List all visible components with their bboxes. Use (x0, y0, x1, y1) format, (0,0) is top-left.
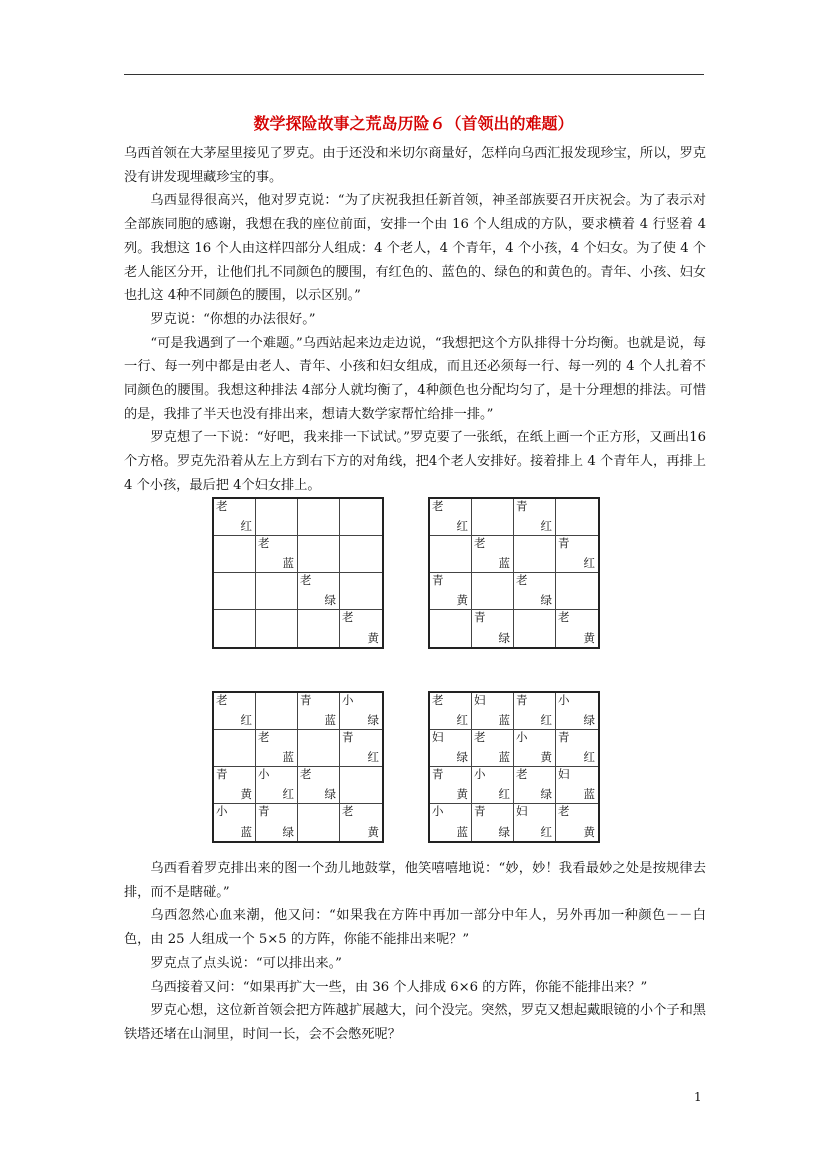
paragraph: 乌西看着罗克排出来的图一个劲儿地鼓掌，他笑嘻嘻地说：“妙，妙！我看最妙之处是按规律去排，而不是瞎碰。” (124, 861, 706, 900)
cell-person-label: 小 (516, 730, 528, 744)
grid-cell (256, 804, 298, 841)
cell-color-label: 红 (456, 712, 468, 727)
grid-cell (340, 499, 382, 536)
cell-color-label: 红 (540, 712, 552, 727)
grid-cell (556, 610, 598, 647)
cell-person-label: 青 (216, 767, 228, 781)
grid-cell (340, 804, 382, 841)
grid-cell (514, 730, 556, 767)
cell-person-label: 小 (558, 693, 570, 707)
cell-person-label: 青 (558, 536, 570, 550)
cell-person-label: 老 (300, 767, 312, 781)
grid-cell (256, 536, 298, 573)
cell-color-label: 蓝 (498, 749, 510, 764)
grid-cell (298, 767, 340, 804)
cell-color-label: 红 (583, 749, 595, 764)
paragraph: 罗克心想，这位新首领会把方阵越扩展越大，问个没完。突然，罗克又想起戴眼镜的小个子和黑铁塔还堵在山洞里，时间一长，会不会憋死呢？ (124, 1003, 706, 1042)
grid-cell (256, 573, 298, 610)
cell-person-label: 老 (432, 499, 444, 513)
grid-cell (430, 693, 472, 730)
cell-color-label: 绿 (498, 630, 510, 645)
grid-cell (298, 573, 340, 610)
cell-color-label: 绿 (324, 786, 336, 801)
cell-color-label: 红 (282, 786, 294, 801)
grid-cell (340, 730, 382, 767)
cell-person-label: 青 (432, 767, 444, 781)
cell-color-label: 蓝 (324, 712, 336, 727)
grid-cell (514, 610, 556, 647)
grid-cell (214, 693, 256, 730)
grid-cell (472, 730, 514, 767)
cell-color-label: 黄 (367, 824, 379, 839)
grid-cell (214, 767, 256, 804)
cell-person-label: 小 (342, 693, 354, 707)
cell-person-label: 老 (258, 536, 270, 550)
cell-person-label: 老 (216, 693, 228, 707)
grid-cell (514, 804, 556, 841)
paragraph: 罗克说：“你想的办法很好。” (150, 311, 316, 327)
grid-cell (214, 610, 256, 647)
cell-color-label: 红 (583, 555, 595, 570)
cell-color-label: 绿 (583, 712, 595, 727)
grid-cell (256, 730, 298, 767)
cell-person-label: 青 (516, 499, 528, 513)
paragraph: 乌西接着又问：“如果再扩大一些，由 36 个人排成 6×6 的方阵，你能不能排出来？” (150, 979, 648, 995)
cell-color-label: 蓝 (282, 555, 294, 570)
grid-cell (430, 730, 472, 767)
grid-diagram-3 (212, 691, 384, 843)
cell-color-label: 黄 (456, 592, 468, 607)
grid-cell (472, 536, 514, 573)
grid-cell (556, 693, 598, 730)
grid-cell (256, 499, 298, 536)
grid-cell (340, 573, 382, 610)
cell-person-label: 妇 (432, 730, 444, 744)
cell-person-label: 妇 (474, 693, 486, 707)
grid-cell (514, 767, 556, 804)
cell-person-label: 老 (300, 573, 312, 587)
grid-cell (340, 693, 382, 730)
grid-cell (556, 767, 598, 804)
grid-cell (298, 804, 340, 841)
grid-cell (430, 804, 472, 841)
paragraph: “可是我遇到了一个难题。”乌西站起来边走边说，“我想把这个方队排得十分均衡。也就是说，每一行、每一列中都是由老人、青年、小孩和妇女组成，而且还必须每一行、每一列的 4 个人扎着不同颜色的腰围。我想这种排法 4部分人就均衡了，4种颜色也分配均匀了，是十分理想的排法。可惜的是，我排了半天也没有排出来，想请大数学家帮忙给排一排。” (124, 335, 706, 422)
grid-cell (214, 730, 256, 767)
paragraph: 罗克想了一下说：“好吧，我来排一下试试。”罗克要了一张纸，在纸上画一个正方形，又画出16个方格。罗克先沿着从左上方到右下方的对角线，把4个老人安排好。接着排上 4 个青年人，再排上 4 个小孩，最后把 4个妇女排上。 (124, 430, 706, 493)
cell-person-label: 青 (558, 730, 570, 744)
grid-cell (340, 610, 382, 647)
grid-cell (256, 693, 298, 730)
grid-cell (298, 730, 340, 767)
cell-color-label: 绿 (324, 592, 336, 607)
cell-color-label: 绿 (540, 786, 552, 801)
grid-cell (514, 499, 556, 536)
cell-person-label: 小 (216, 804, 228, 818)
cell-person-label: 青 (258, 804, 270, 818)
cell-color-label: 红 (540, 824, 552, 839)
cell-color-label: 红 (240, 712, 252, 727)
grid-diagram-2 (428, 497, 600, 649)
grid-cell (256, 610, 298, 647)
header-rule (124, 74, 704, 75)
cell-person-label: 青 (474, 804, 486, 818)
cell-person-label: 妇 (516, 804, 528, 818)
cell-color-label: 蓝 (583, 786, 595, 801)
grid-cell (556, 499, 598, 536)
grid-cell (340, 767, 382, 804)
cell-color-label: 蓝 (498, 555, 510, 570)
cell-person-label: 老 (258, 730, 270, 744)
cell-color-label: 蓝 (456, 824, 468, 839)
cell-person-label: 老 (216, 499, 228, 513)
grid-cell (214, 499, 256, 536)
grid-cell (430, 573, 472, 610)
grid-cell (430, 767, 472, 804)
cell-color-label: 黄 (583, 630, 595, 645)
paragraph: 乌西首领在大茅屋里接见了罗克。由于还没和米切尔商量好，怎样向乌西汇报发现珍宝，所以，罗克没有讲发现埋藏珍宝的事。 (124, 146, 706, 185)
grid-cell (514, 693, 556, 730)
cell-person-label: 青 (474, 610, 486, 624)
grid-cell (430, 536, 472, 573)
cell-person-label: 老 (474, 536, 486, 550)
cell-color-label: 绿 (540, 592, 552, 607)
cell-color-label: 黄 (367, 630, 379, 645)
grid-cell (514, 536, 556, 573)
cell-color-label: 红 (240, 518, 252, 533)
cell-person-label: 妇 (558, 767, 570, 781)
grid-cell (298, 536, 340, 573)
cell-color-label: 红 (540, 518, 552, 533)
cell-person-label: 小 (258, 767, 270, 781)
cell-color-label: 黄 (456, 786, 468, 801)
cell-person-label: 老 (516, 767, 528, 781)
cell-person-label: 老 (432, 693, 444, 707)
grid-cell (340, 536, 382, 573)
grid-cell (556, 730, 598, 767)
cell-person-label: 老 (342, 804, 354, 818)
grid-cell (472, 767, 514, 804)
cell-color-label: 绿 (367, 712, 379, 727)
cell-color-label: 绿 (456, 749, 468, 764)
cell-person-label: 老 (558, 804, 570, 818)
cell-person-label: 老 (342, 610, 354, 624)
cell-color-label: 红 (498, 786, 510, 801)
cell-person-label: 老 (516, 573, 528, 587)
page-number: 1 (694, 1090, 702, 1104)
cell-person-label: 小 (474, 767, 486, 781)
paragraph: 乌西忽然心血来潮，他又问：“如果我在方阵中再加一部分中年人，另外再加一种颜色－－白色，由 25 人组成一个 5×5 的方阵，你能不能排出来呢？” (124, 908, 706, 948)
grid-cell (514, 573, 556, 610)
cell-person-label: 青 (516, 693, 528, 707)
grid-cell (298, 499, 340, 536)
grid-cell (430, 610, 472, 647)
cell-person-label: 青 (300, 693, 312, 707)
paragraph: 乌西显得很高兴，他对罗克说：“为了庆祝我担任新首领，神圣部族要召开庆祝会。为了表示对全部族同胞的感谢，我想在我的座位前面，安排一个由 16 个人组成的方队，要求横着 4 行竖着 4 列。我想这 16 个人由这样四部分人组成：4 个老人，4 个青年，4 个小孩，4 个妇女。为了使 4 个老人能区分开，让他们扎不同颜色的腰围，有红色的、蓝色的、绿色的和黄色的。青年、小孩、妇女也扎这 4种不同颜色的腰围，以示区别。” (124, 193, 706, 304)
page-title: 数学探险故事之荒岛历险６（首领出的难题） (253, 114, 574, 133)
cell-person-label: 小 (432, 804, 444, 818)
body-text-bottom (124, 857, 706, 1047)
cell-color-label: 黄 (240, 786, 252, 801)
grid-cell (472, 499, 514, 536)
grid-cell (214, 536, 256, 573)
grid-cell (556, 536, 598, 573)
cell-person-label: 老 (558, 610, 570, 624)
cell-color-label: 蓝 (498, 712, 510, 727)
cell-color-label: 蓝 (282, 749, 294, 764)
cell-color-label: 绿 (498, 824, 510, 839)
cell-color-label: 蓝 (240, 824, 252, 839)
grid-cell (298, 610, 340, 647)
cell-color-label: 黄 (583, 824, 595, 839)
grid-diagram-1 (212, 497, 384, 649)
grid-cell (256, 767, 298, 804)
cell-color-label: 红 (367, 749, 379, 764)
cell-person-label: 青 (342, 730, 354, 744)
cell-person-label: 青 (432, 573, 444, 587)
grid-cell (430, 499, 472, 536)
cell-color-label: 绿 (282, 824, 294, 839)
cell-color-label: 红 (456, 518, 468, 533)
grid-cell (556, 804, 598, 841)
grid-cell (472, 804, 514, 841)
cell-color-label: 黄 (540, 749, 552, 764)
cell-person-label: 老 (474, 730, 486, 744)
paragraph: 罗克点了点头说：“可以排出来。” (150, 955, 342, 971)
grid-cell (472, 573, 514, 610)
body-text-top (124, 142, 706, 498)
grid-cell (214, 804, 256, 841)
grid-cell (472, 610, 514, 647)
grid-cell (214, 573, 256, 610)
grid-cell (472, 693, 514, 730)
grid-cell (556, 573, 598, 610)
grid-diagram-4 (428, 691, 600, 843)
grid-cell (298, 693, 340, 730)
